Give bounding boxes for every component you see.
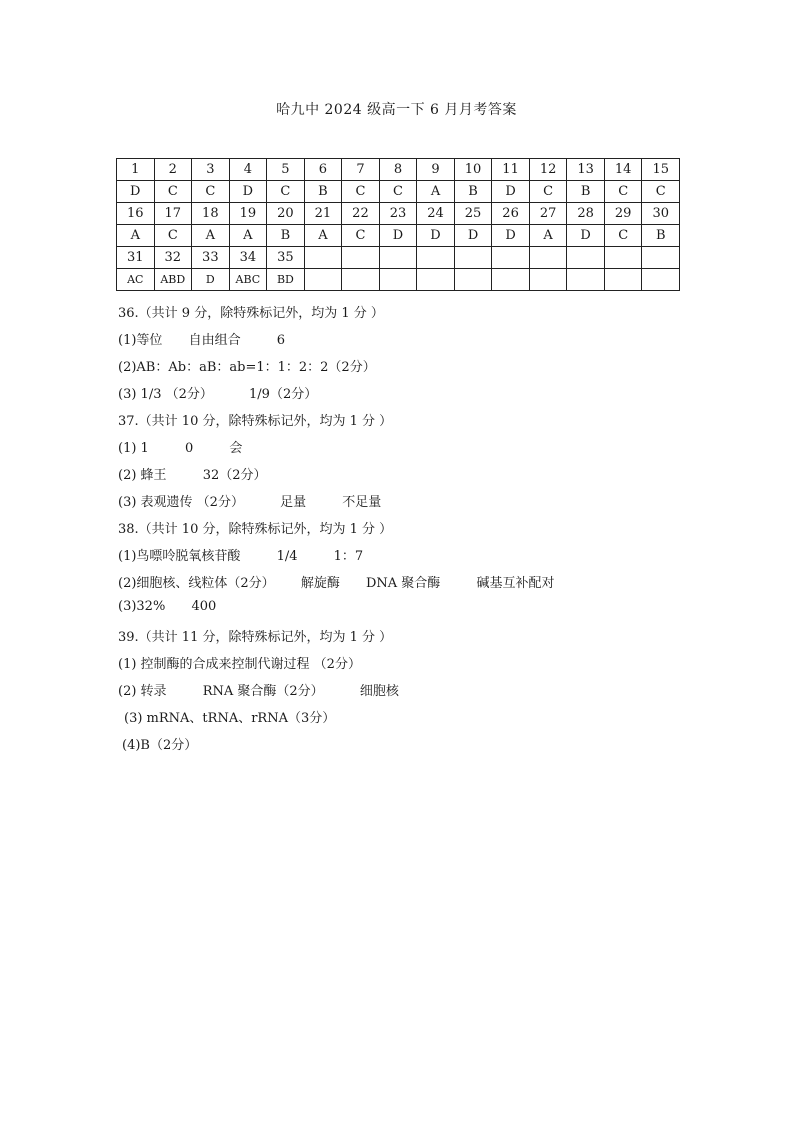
table-cell: C (379, 181, 417, 203)
q36-part1 (118, 329, 285, 348)
table-cell: C (529, 181, 567, 203)
table-cell: 31 (117, 247, 155, 269)
table-cell (454, 269, 492, 291)
table-cell: 17 (154, 203, 192, 225)
q36-part1-b: 自由组合 (188, 333, 241, 348)
table-cell: 3 (192, 159, 230, 181)
table-row (117, 225, 680, 247)
table-cell: D (492, 181, 530, 203)
table-cell: 11 (492, 159, 530, 181)
table-cell (304, 247, 342, 269)
table-cell: C (642, 181, 680, 203)
table-cell: A (229, 225, 267, 247)
table-cell: D (229, 181, 267, 203)
page-title: 哈九中 2024 级高一下 6 月月考答案 (276, 102, 517, 118)
table-cell: A (417, 181, 455, 203)
table-cell: 6 (304, 159, 342, 181)
q38-part3-a: (3)32% (118, 599, 166, 614)
table-cell: 20 (267, 203, 305, 225)
table-cell (379, 269, 417, 291)
table-cell: 34 (229, 247, 267, 269)
q39-part1: (1) 控制酶的合成来控制代谢过程 （2分） (118, 657, 361, 672)
table-cell: 2 (154, 159, 192, 181)
table-cell: 5 (267, 159, 305, 181)
table-cell (567, 269, 605, 291)
table-cell: C (154, 225, 192, 247)
q36-header: 36.（共计 9 分，除特殊标记外，均为 1 分 ） (118, 306, 384, 321)
q38-part3 (118, 599, 216, 614)
table-cell: 18 (192, 203, 230, 225)
table-cell: D (417, 225, 455, 247)
q38-part1 (118, 545, 363, 564)
q38-part2 (118, 572, 554, 591)
table-cell: 14 (604, 159, 642, 181)
q38-part2-b: 解旋酶 (300, 576, 340, 591)
table-cell: A (117, 225, 155, 247)
q39-part2 (118, 680, 399, 699)
q37-part3 (118, 491, 381, 510)
q37-part1-b: 0 (184, 441, 194, 456)
table-row (117, 269, 680, 291)
q38-part3-b: 400 (191, 599, 217, 614)
q37-part3-c: 不足量 (342, 495, 382, 510)
table-cell: 10 (454, 159, 492, 181)
table-cell: A (529, 225, 567, 247)
table-cell (642, 269, 680, 291)
q39-part2-b: RNA 聚合酶（2分） (202, 684, 324, 699)
table-cell: D (492, 225, 530, 247)
table-cell: D (192, 269, 230, 291)
q37-part2-a: (2) 蜂王 (118, 468, 167, 483)
table-cell (604, 247, 642, 269)
q38-part2-d: 碱基互补配对 (476, 576, 555, 591)
table-cell: A (192, 225, 230, 247)
table-cell: C (342, 181, 380, 203)
table-cell (342, 247, 380, 269)
table-cell: 29 (604, 203, 642, 225)
q39-part3: (3) mRNA、tRNA、rRNA（3分） (124, 711, 336, 726)
table-cell: A (304, 225, 342, 247)
table-row (117, 247, 680, 269)
q37-part3-b: 足量 (280, 495, 307, 510)
q37-part1-c: 会 (229, 441, 243, 456)
table-cell: 21 (304, 203, 342, 225)
q37-header: 37.（共计 10 分，除特殊标记外，均为 1 分 ） (118, 414, 393, 429)
table-cell: C (192, 181, 230, 203)
table-cell: D (117, 181, 155, 203)
table-cell: 33 (192, 247, 230, 269)
table-cell: C (154, 181, 192, 203)
table-cell: B (642, 225, 680, 247)
table-cell (492, 247, 530, 269)
table-cell (379, 247, 417, 269)
q36-part1-a: (1)等位 (118, 333, 163, 348)
table-cell: 35 (267, 247, 305, 269)
table-cell: 28 (567, 203, 605, 225)
table-cell: B (304, 181, 342, 203)
table-cell: 7 (342, 159, 380, 181)
q36-part2: (2)AB：Ab：aB：ab=1：1：2：2（2分） (118, 360, 376, 375)
q39-part2-c: 细胞核 (359, 684, 399, 699)
table-cell: C (604, 181, 642, 203)
table-cell (304, 269, 342, 291)
table-cell: 23 (379, 203, 417, 225)
q38-part1-a: (1)鸟嘌呤脱氧核苷酸 (118, 549, 241, 564)
q38-header: 38.（共计 10 分，除特殊标记外，均为 1 分 ） (118, 522, 393, 537)
table-cell: 26 (492, 203, 530, 225)
q37-part1-a: (1) 1 (118, 441, 149, 456)
table-cell: 19 (229, 203, 267, 225)
q36-part3-b: 1/9（2分） (249, 387, 318, 402)
table-cell: ABD (154, 269, 192, 291)
table-cell: 12 (529, 159, 567, 181)
table-row (117, 181, 680, 203)
table-cell: 22 (342, 203, 380, 225)
table-cell: ABC (229, 269, 267, 291)
table-cell: 9 (417, 159, 455, 181)
table-cell: 16 (117, 203, 155, 225)
table-cell: 27 (529, 203, 567, 225)
table-cell: C (267, 181, 305, 203)
q38-part2-a: (2)细胞核、线粒体（2分） (118, 576, 275, 591)
q37-part3-a: (3) 表观遗传 （2分） (118, 495, 244, 510)
table-row (117, 203, 680, 225)
q39-part2-a: (2) 转录 (118, 684, 167, 699)
table-cell: 32 (154, 247, 192, 269)
table-cell: D (379, 225, 417, 247)
table-cell: B (267, 225, 305, 247)
q37-part2-b: 32（2分） (202, 468, 267, 483)
table-cell (642, 247, 680, 269)
q38-part1-c: 1：7 (333, 549, 364, 564)
q38-part1-b: 1/4 (276, 549, 298, 564)
table-cell: 30 (642, 203, 680, 225)
table-row (117, 159, 680, 181)
table-cell: C (604, 225, 642, 247)
q36-part1-c: 6 (276, 333, 285, 348)
table-cell: 24 (417, 203, 455, 225)
table-cell: 15 (642, 159, 680, 181)
answer-table (116, 158, 680, 291)
table-cell (342, 269, 380, 291)
q36-part3-a: (3) 1/3 （2分） (118, 387, 213, 402)
table-cell: 13 (567, 159, 605, 181)
table-cell: D (454, 225, 492, 247)
table-cell: 8 (379, 159, 417, 181)
table-cell (529, 269, 567, 291)
table-cell: B (454, 181, 492, 203)
table-cell (417, 269, 455, 291)
table-cell: 25 (454, 203, 492, 225)
table-cell (567, 247, 605, 269)
table-cell (604, 269, 642, 291)
q38-part2-c: DNA 聚合酶 (365, 576, 441, 591)
table-cell: C (342, 225, 380, 247)
q37-part2 (118, 464, 267, 483)
table-cell: D (567, 225, 605, 247)
table-cell: AC (117, 269, 155, 291)
table-cell: BD (267, 269, 305, 291)
table-cell (492, 269, 530, 291)
table-cell (529, 247, 567, 269)
table-cell: 4 (229, 159, 267, 181)
q39-part4: (4)B（2分） (122, 738, 198, 753)
table-cell: 1 (117, 159, 155, 181)
table-cell: B (567, 181, 605, 203)
q39-header: 39.（共计 11 分，除特殊标记外，均为 1 分 ） (118, 630, 393, 645)
q37-part1 (118, 437, 242, 456)
table-cell (454, 247, 492, 269)
table-cell (417, 247, 455, 269)
q36-part3 (118, 383, 317, 402)
